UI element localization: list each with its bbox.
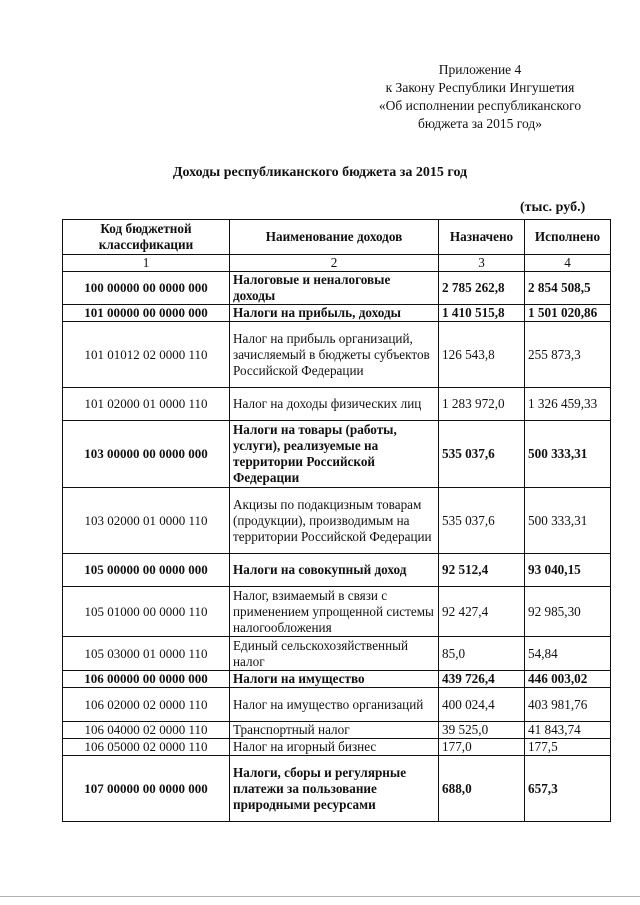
appendix-line-2: к Закону Республики Ингушетия [385,80,575,95]
executed-amount-cell: 92 985,30 [525,587,611,637]
header-code: Код бюджетной классификации [63,220,230,255]
revenue-name-cell: Налоги на совокупный доход [230,554,439,587]
table-row [63,421,611,488]
planned-amount-cell: 1 283 972,0 [439,388,525,421]
revenue-name-cell: Налог на имущество организаций [230,688,439,722]
table-row [63,554,611,587]
table-row [63,322,611,388]
planned-amount-cell: 85,0 [439,637,525,671]
planned-amount-cell: 688,0 [439,756,525,822]
budget-code-cell: 103 00000 00 0000 000 [63,421,230,488]
budget-code-cell: 101 01012 02 0000 110 [63,322,230,388]
revenue-name-cell: Налог на игорный бизнес [230,739,439,756]
appendix-line-4: бюджета за 2015 год» [418,116,542,131]
budget-code-cell: 105 00000 00 0000 000 [63,554,230,587]
planned-amount-cell: 1 410 515,8 [439,305,525,322]
executed-amount-cell: 255 873,3 [525,322,611,388]
planned-amount-cell: 535 037,6 [439,488,525,554]
revenue-name-cell: Налоги на товары (работы, услуги), реализуемые на территории Российской Федерации [230,421,439,488]
planned-amount-cell: 400 024,4 [439,688,525,722]
revenue-name-cell: Налог, взимаемый в связи с применением упрощенной системы налогообложения [230,587,439,637]
table-row [63,637,611,671]
column-number: 2 [230,255,439,272]
table-row [63,756,611,822]
table-row [63,722,611,739]
revenue-name-cell: Налоги на прибыль, доходы [230,305,439,322]
budget-code-cell: 106 04000 02 0000 110 [63,722,230,739]
page-bottom-divider [0,896,640,897]
document-title: Доходы республиканского бюджета за 2015 год [172,165,468,180]
appendix-heading [330,61,630,133]
revenue-name-cell: Налоговые и неналоговые доходы [230,272,439,305]
table-row [63,272,611,305]
executed-amount-cell: 41 843,74 [525,722,611,739]
planned-amount-cell: 535 037,6 [439,421,525,488]
column-number: 3 [439,255,525,272]
units-label: (тыс. руб.) [520,200,586,215]
appendix-line-3: «Об исполнении республиканского [378,98,582,113]
executed-amount-cell: 2 854 508,5 [525,272,611,305]
revenue-name-cell: Налоги на имущество [230,671,439,688]
column-number: 4 [525,255,611,272]
budget-code-cell: 106 00000 00 0000 000 [63,671,230,688]
planned-amount-cell: 126 543,8 [439,322,525,388]
budget-code-cell: 106 05000 02 0000 110 [63,739,230,756]
revenue-name-cell: Транспортный налог [230,722,439,739]
planned-amount-cell: 92 427,4 [439,587,525,637]
table-row [63,587,611,637]
header-name: Наименование доходов [230,220,439,255]
executed-amount-cell: 657,3 [525,756,611,822]
header-executed: Исполнено [525,220,611,255]
executed-amount-cell: 500 333,31 [525,488,611,554]
revenue-name-cell: Налоги, сборы и регулярные платежи за пользование природными ресурсами [230,756,439,822]
revenue-table [62,219,611,822]
planned-amount-cell: 439 726,4 [439,671,525,688]
executed-amount-cell: 500 333,31 [525,421,611,488]
revenue-name-cell: Налог на прибыль организаций, зачисляемый в бюджеты субъектов Российской Федерации [230,322,439,388]
budget-code-cell: 107 00000 00 0000 000 [63,756,230,822]
table-header-row [63,220,611,255]
budget-code-cell: 101 02000 01 0000 110 [63,388,230,421]
header-planned: Назначено [439,220,525,255]
table-row [63,739,611,756]
budget-code-cell: 101 00000 00 0000 000 [63,305,230,322]
executed-amount-cell: 54,84 [525,637,611,671]
column-number: 1 [63,255,230,272]
executed-amount-cell: 403 981,76 [525,688,611,722]
planned-amount-cell: 92 512,4 [439,554,525,587]
budget-code-cell: 105 01000 00 0000 110 [63,587,230,637]
executed-amount-cell: 1 326 459,33 [525,388,611,421]
revenue-name-cell: Налог на доходы физических лиц [230,388,439,421]
table-row [63,388,611,421]
budget-code-cell: 105 03000 01 0000 110 [63,637,230,671]
revenue-name-cell: Акцизы по подакцизным товарам (продукции), производимым на территории Российской Федерации [230,488,439,554]
budget-code-cell: 103 02000 01 0000 110 [63,488,230,554]
table-row [63,671,611,688]
budget-code-cell: 106 02000 02 0000 110 [63,688,230,722]
executed-amount-cell: 93 040,15 [525,554,611,587]
table-row [63,488,611,554]
column-number-row [63,255,611,272]
executed-amount-cell: 177,5 [525,739,611,756]
executed-amount-cell: 446 003,02 [525,671,611,688]
table-row [63,305,611,322]
planned-amount-cell: 177,0 [439,739,525,756]
table-row [63,688,611,722]
appendix-line-1: Приложение 4 [438,62,522,77]
planned-amount-cell: 2 785 262,8 [439,272,525,305]
table-body [63,272,611,822]
planned-amount-cell: 39 525,0 [439,722,525,739]
budget-code-cell: 100 00000 00 0000 000 [63,272,230,305]
revenue-name-cell: Единый сельскохозяйственный налог [230,637,439,671]
executed-amount-cell: 1 501 020,86 [525,305,611,322]
